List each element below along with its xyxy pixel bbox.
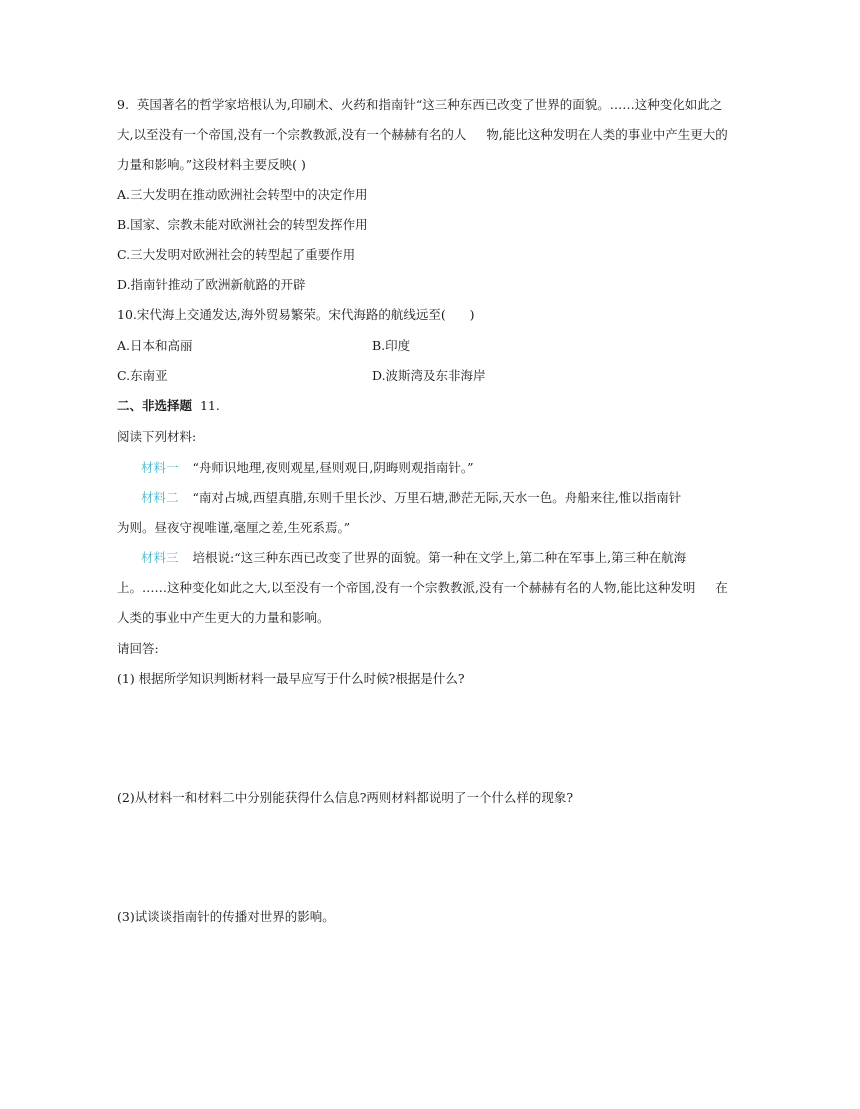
question-3: (3)试谈谈指南针的传播对世界的影响。 [117, 909, 335, 924]
material-3-tag: 材料三 [141, 550, 179, 565]
q9-option-b: B.国家、宗教未能对欧洲社会的转型发挥作用 [117, 217, 368, 232]
answer-prompt: 请回答: [117, 641, 159, 656]
material-1 [141, 460, 473, 476]
q10-stem: 10.宋代海上交通发达,海外贸易繁荣。宋代海路的航线远至( ) [117, 307, 475, 322]
q10-option-c: C.东南亚 [117, 368, 168, 383]
section-heading: 二、非选择题 [117, 398, 193, 413]
material-1-text: “舟师识地理,夜则观星,昼则观日,阴晦则观指南针。” [192, 460, 474, 475]
material-2-text-line-2: 为则。昼夜守视唯谨,毫厘之差,生死系焉。” [117, 520, 351, 535]
material-3-text-line-2: 上。……这种变化如此之大,以至没有一个帝国,没有一个宗教教派,没有一个赫赫有名的人物,能比这种发明 在 [117, 580, 728, 595]
question-1: (1) 根据所学知识判断材料一最早应写于什么时候?根据是什么? [117, 671, 465, 686]
q10-option-b: B.印度 [372, 338, 411, 353]
q10-option-a: A.日本和高丽 [117, 338, 193, 353]
q9-stem-line-2: 大,以至没有一个帝国,没有一个宗教教派,没有一个赫赫有名的人 物,能比这种发明在人类的事业中产生更大的 [117, 127, 728, 142]
q9-stem-line-3: 力量和影响。”这段材料主要反映( ) [117, 157, 306, 172]
q9-option-d: D.指南针推动了欧洲新航路的开辟 [117, 277, 306, 292]
section-heading-row [117, 398, 220, 414]
reading-intro: 阅读下列材料: [117, 429, 197, 444]
material-1-tag: 材料一 [141, 460, 179, 475]
q9-stem-line-1: 9. 英国著名的哲学家培根认为,印刷术、火药和指南针“这三种东西已改变了世界的面貌。……这种变化如此之 [117, 97, 723, 112]
material-3 [141, 550, 686, 566]
question-2: (2)从材料一和材料二中分别能获得什么信息?两则材料都说明了一个什么样的现象? [117, 790, 574, 805]
material-2 [141, 490, 681, 506]
q11-number: 11. [192, 398, 220, 413]
material-3-text-line-1: 培根说:“这三种东西已改变了世界的面貌。第一种在文学上,第二种在军事上,第三种在航海 [192, 550, 687, 565]
q9-option-a: A.三大发明在推动欧洲社会转型中的决定作用 [117, 187, 368, 202]
material-3-text-line-3: 人类的事业中产生更大的力量和影响。 [117, 610, 330, 625]
material-2-tag: 材料二 [141, 490, 179, 505]
q10-option-d: D.波斯湾及东非海岸 [372, 368, 486, 383]
q9-option-c: C.三大发明对欧洲社会的转型起了重要作用 [117, 247, 356, 262]
material-2-text-line-1: “南对占城,西望真腊,东则千里长沙、万里石塘,渺茫无际,天水一色。舟船来往,惟以指南针 [192, 490, 682, 505]
